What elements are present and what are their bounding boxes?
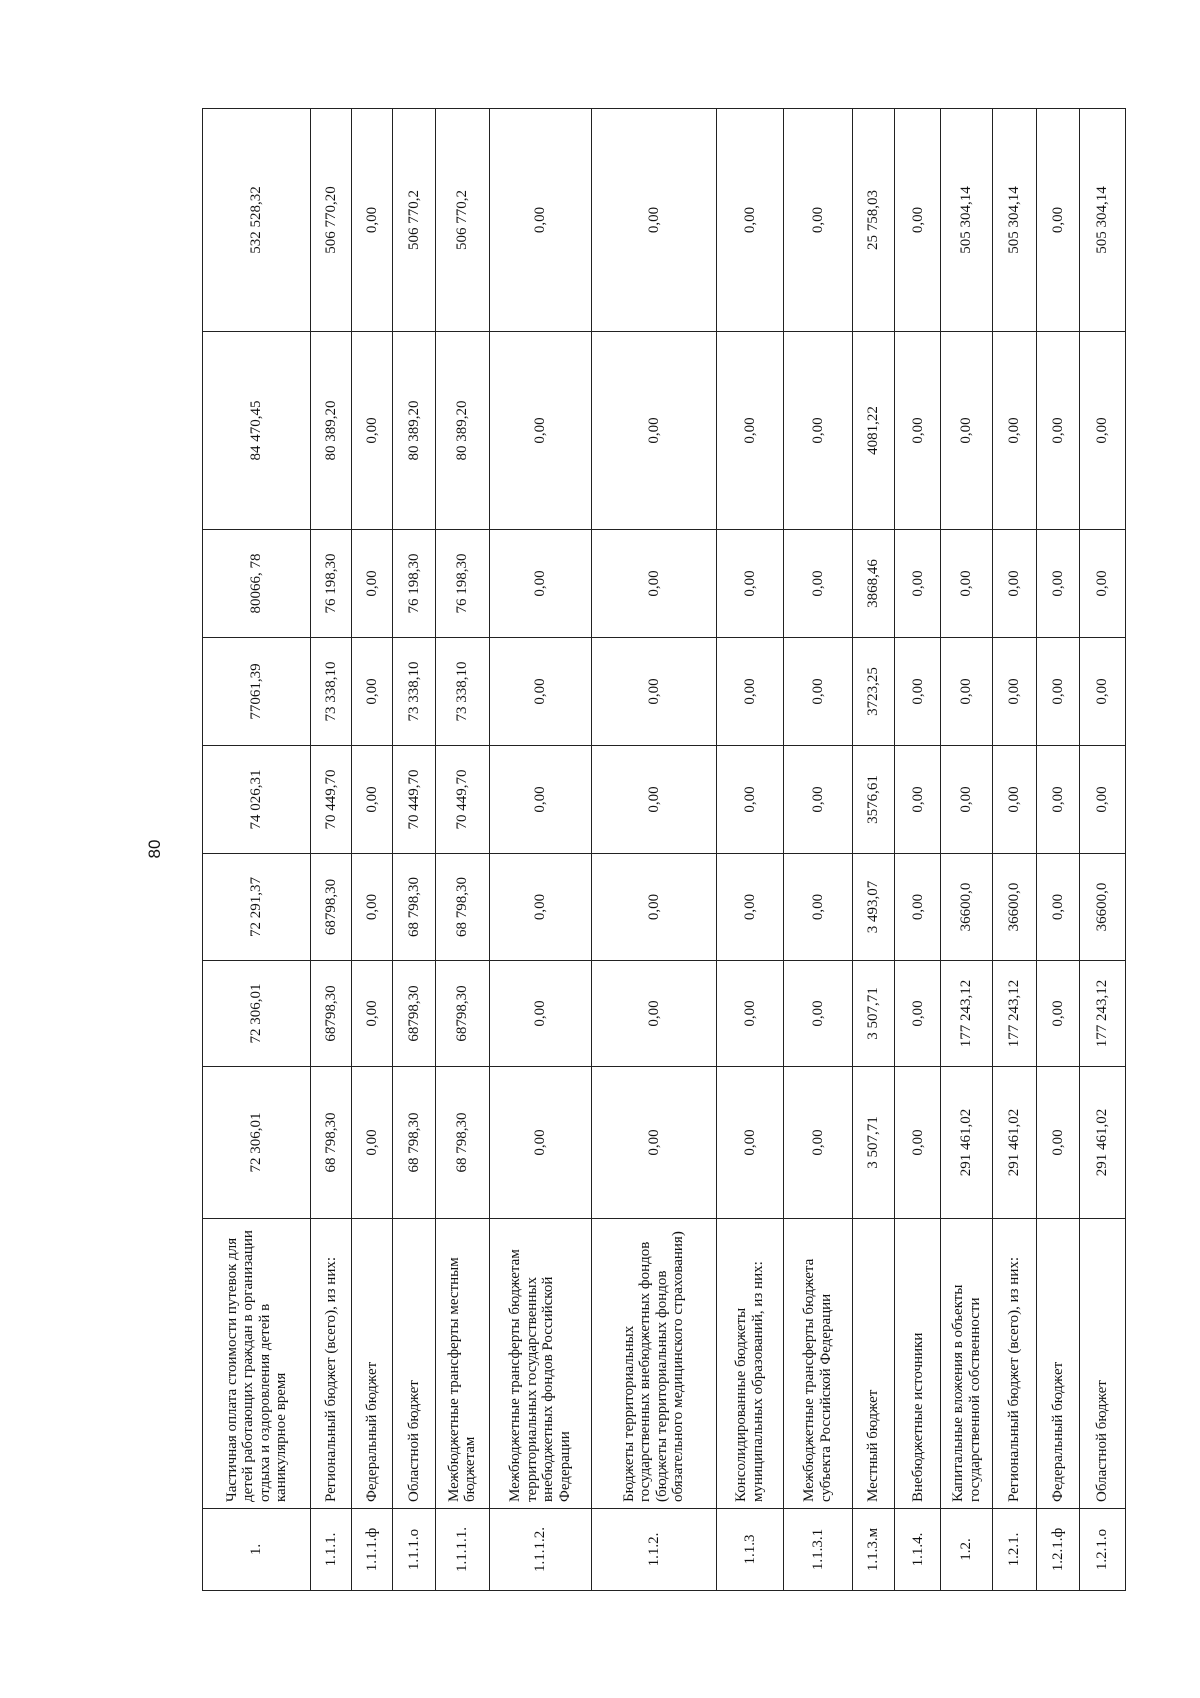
value-cell: 3723,25 [852,638,894,746]
value-cell: 0,00 [351,109,392,332]
value-cell: 0,00 [1036,109,1080,332]
value-cell: 0,00 [1080,638,1126,746]
value-cell: 0,00 [1036,961,1080,1067]
value-cell: 0,00 [717,854,784,961]
value-cell: 0,00 [591,1067,716,1219]
table-row [393,109,435,1591]
value-cell: 0,00 [717,638,784,746]
value-cell: 0,00 [895,1067,941,1219]
value-cell: 0,00 [351,638,392,746]
value-cell: 0,00 [941,746,993,854]
value-cell: 0,00 [489,530,591,638]
value-cell: 76 198,30 [393,530,435,638]
row-name: Межбюджетные трансферты бюджета субъекта Российской Федерации [783,1219,852,1509]
value-cell: 0,00 [1080,530,1126,638]
value-cell: 80 389,20 [435,332,489,530]
row-name: Областной бюджет [1080,1219,1126,1509]
value-cell: 291 461,02 [993,1067,1037,1219]
value-cell: 291 461,02 [941,1067,993,1219]
value-cell: 0,00 [993,746,1037,854]
value-cell: 36600,0 [993,854,1037,961]
value-cell: 177 243,12 [993,961,1037,1067]
value-cell: 0,00 [591,854,716,961]
table-row [993,109,1037,1591]
value-cell: 0,00 [351,746,392,854]
value-cell: 0,00 [591,638,716,746]
value-cell: 0,00 [783,746,852,854]
value-cell: 73 338,10 [435,638,489,746]
row-code: 1.2. [941,1509,993,1591]
table-row [717,109,784,1591]
value-cell: 0,00 [895,109,941,332]
table-row [1036,109,1080,1591]
value-cell: 70 449,70 [393,746,435,854]
value-cell: 80 389,20 [393,332,435,530]
value-cell: 0,00 [1036,854,1080,961]
value-cell: 0,00 [1036,530,1080,638]
table-row [435,109,489,1591]
row-name: Межбюджетные трансферты местным бюджетам [435,1219,489,1509]
value-cell: 0,00 [1036,1067,1080,1219]
value-cell: 0,00 [489,638,591,746]
row-code: 1. [203,1509,311,1591]
row-name: Местный бюджет [852,1219,894,1509]
value-cell: 0,00 [783,1067,852,1219]
value-cell: 291 461,02 [1080,1067,1126,1219]
row-code: 1.1.1.о [393,1509,435,1591]
value-cell: 0,00 [717,1067,784,1219]
value-cell: 70 449,70 [311,746,351,854]
value-cell: 3868,46 [852,530,894,638]
value-cell: 0,00 [783,332,852,530]
row-name: Межбюджетные трансферты бюджетам территориальных государственных внебюджетных фондов Российской Федерации [489,1219,591,1509]
value-cell: 3576,61 [852,746,894,854]
value-cell: 0,00 [351,530,392,638]
value-cell: 505 304,14 [1080,109,1126,332]
value-cell: 0,00 [895,332,941,530]
value-cell: 0,00 [591,961,716,1067]
row-code: 1.1.1. [311,1509,351,1591]
value-cell: 3 493,07 [852,854,894,961]
value-cell: 72 291,37 [203,854,311,961]
row-name: Региональный бюджет (всего), из них: [311,1219,351,1509]
table-row [1080,109,1126,1591]
value-cell: 0,00 [1080,332,1126,530]
row-name: Федеральный бюджет [351,1219,392,1509]
value-cell: 0,00 [895,746,941,854]
value-cell: 68798,30 [311,854,351,961]
value-cell: 73 338,10 [393,638,435,746]
value-cell: 68 798,30 [435,854,489,961]
row-code: 1.1.1.ф [351,1509,392,1591]
value-cell: 70 449,70 [435,746,489,854]
value-cell: 68 798,30 [435,1067,489,1219]
value-cell: 0,00 [895,854,941,961]
value-cell: 0,00 [717,746,784,854]
row-code: 1.2.1.ф [1036,1509,1080,1591]
value-cell: 80 389,20 [311,332,351,530]
value-cell: 0,00 [941,332,993,530]
row-name: Региональный бюджет (всего), из них: [993,1219,1037,1509]
value-cell: 36600,0 [1080,854,1126,961]
row-name: Областной бюджет [393,1219,435,1509]
row-code: 1.2.1. [993,1509,1037,1591]
value-cell: 0,00 [351,854,392,961]
value-cell: 0,00 [1080,746,1126,854]
value-cell: 76 198,30 [435,530,489,638]
value-cell: 68798,30 [435,961,489,1067]
value-cell: 0,00 [489,332,591,530]
row-code: 1.2.1.о [1080,1509,1126,1591]
value-cell: 0,00 [941,530,993,638]
row-code: 1.1.1.2. [489,1509,591,1591]
table-row [311,109,351,1591]
value-cell: 0,00 [895,530,941,638]
value-cell: 0,00 [717,332,784,530]
value-cell: 76 198,30 [311,530,351,638]
table-row [591,109,716,1591]
value-cell: 0,00 [489,109,591,332]
value-cell: 0,00 [489,961,591,1067]
value-cell: 0,00 [783,638,852,746]
value-cell: 0,00 [783,961,852,1067]
row-name: Федеральный бюджет [1036,1219,1080,1509]
value-cell: 0,00 [351,961,392,1067]
value-cell: 0,00 [489,854,591,961]
value-cell: 68 798,30 [311,1067,351,1219]
row-name: Консолидированные бюджеты муниципальных образований, из них: [717,1219,784,1509]
value-cell: 72 306,01 [203,1067,311,1219]
value-cell: 4081,22 [852,332,894,530]
row-code: 1.1.3.1 [783,1509,852,1591]
value-cell: 68798,30 [393,961,435,1067]
value-cell: 0,00 [717,530,784,638]
row-code: 1.1.2. [591,1509,716,1591]
value-cell: 177 243,12 [941,961,993,1067]
value-cell: 25 758,03 [852,109,894,332]
value-cell: 0,00 [783,530,852,638]
value-cell: 0,00 [351,1067,392,1219]
table-row [351,109,392,1591]
value-cell: 0,00 [351,332,392,530]
value-cell: 0,00 [591,530,716,638]
value-cell: 0,00 [717,109,784,332]
table-row [203,109,311,1591]
value-cell: 0,00 [591,332,716,530]
value-cell: 0,00 [993,332,1037,530]
budget-table [202,108,1126,1591]
value-cell: 506 770,20 [311,109,351,332]
value-cell: 532 528,32 [203,109,311,332]
table-row [852,109,894,1591]
value-cell: 68 798,30 [393,1067,435,1219]
value-cell: 77061,39 [203,638,311,746]
row-name: Бюджеты территориальных государственных внебюджетных фондов (бюджеты территориальных фондов обязательного медицинского страхования) [591,1219,716,1509]
value-cell: 0,00 [783,854,852,961]
row-code: 1.1.4. [895,1509,941,1591]
row-code: 1.1.3.м [852,1509,894,1591]
row-name: Капитальные вложения в объекты государственной собственности [941,1219,993,1509]
value-cell: 0,00 [1036,332,1080,530]
value-cell: 3 507,71 [852,961,894,1067]
value-cell: 36600,0 [941,854,993,961]
value-cell: 0,00 [591,109,716,332]
value-cell: 177 243,12 [1080,961,1126,1067]
value-cell: 0,00 [783,109,852,332]
row-name: Внебюджетные источники [895,1219,941,1509]
value-cell: 84 470,45 [203,332,311,530]
table-row [489,109,591,1591]
row-code: 1.1.1.1. [435,1509,489,1591]
value-cell: 3 507,71 [852,1067,894,1219]
table-row [895,109,941,1591]
value-cell: 0,00 [717,961,784,1067]
value-cell: 506 770,2 [393,109,435,332]
value-cell: 0,00 [1036,746,1080,854]
table-row [941,109,993,1591]
value-cell: 505 304,14 [993,109,1037,332]
value-cell: 72 306,01 [203,961,311,1067]
value-cell: 0,00 [591,746,716,854]
value-cell: 0,00 [489,746,591,854]
value-cell: 68798,30 [311,961,351,1067]
value-cell: 0,00 [895,638,941,746]
value-cell: 0,00 [993,530,1037,638]
value-cell: 0,00 [941,638,993,746]
page-number: 80 [145,839,164,859]
table-row [783,109,852,1591]
row-code: 1.1.3 [717,1509,784,1591]
row-name: Частичная оплата стоимости путевок для детей работающих граждан в организации отдыха и оздоровления детей в каникулярное время [203,1219,311,1509]
value-cell: 0,00 [993,638,1037,746]
value-cell: 0,00 [1036,638,1080,746]
value-cell: 505 304,14 [941,109,993,332]
value-cell: 0,00 [895,961,941,1067]
rotated-table-container [202,109,1126,1591]
value-cell: 0,00 [489,1067,591,1219]
value-cell: 68 798,30 [393,854,435,961]
value-cell: 73 338,10 [311,638,351,746]
value-cell: 506 770,2 [435,109,489,332]
value-cell: 74 026,31 [203,746,311,854]
value-cell: 80066, 78 [203,530,311,638]
